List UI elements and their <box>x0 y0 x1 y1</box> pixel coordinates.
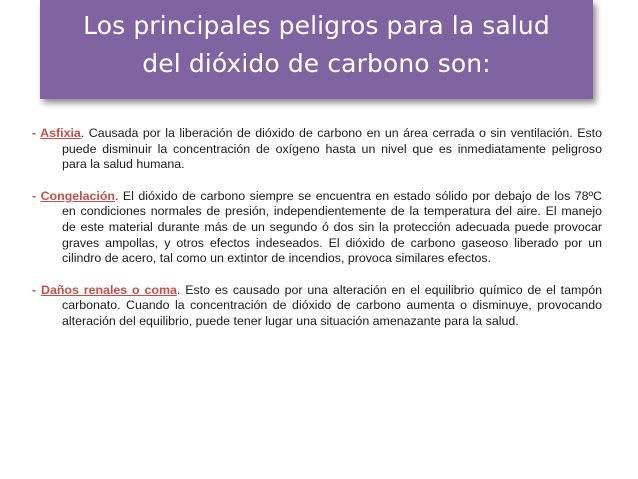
slide-title-line-1: Los principales peligros para la salud <box>83 11 550 40</box>
item-dash: - <box>32 188 41 203</box>
slide-title-line-2: del dióxido de carbono son: <box>142 49 491 78</box>
hazard-term: Congelación <box>40 188 115 203</box>
item-dash: - <box>32 282 42 297</box>
hazard-term: Daños renales o coma <box>41 282 177 297</box>
hazard-term: Asfixia <box>40 126 81 140</box>
hazard-description: . Causada por la liberación de dióxido de carbono en un área cerrada o sin ventilación. Esto puede disminuir la concentración de oxígeno hasta un nivel que es inmediatamente peligroso para la salud humana. <box>62 126 602 172</box>
item-dash: - <box>32 126 41 140</box>
hazard-item-asfixia <box>32 126 602 173</box>
hazard-item-congelacion <box>32 189 602 267</box>
slide-title-box <box>40 0 593 99</box>
hazard-description: . El dióxido de carbono siempre se encuentra en estado sólido por debajo de los 78ºC en condiciones normales de presión, independientemente de la temperatura del aire. El manejo de este material durante más de un segundo ó dos sin la protección adecuada puede provocar graves ampollas, y otros efectos indeseados. El dióxido de carbono gaseoso liberado por un cilindro de acero, tal como un extintor de incendios, provoca similares efectos. <box>62 188 602 266</box>
hazard-item-danos-renales <box>32 283 602 330</box>
hazard-description: . Esto es causado por una alteración en el equilibrio químico de el tampón carbonato. Cuando la concentración de dióxido de carbono aumenta o disminuye, provocando alteración del equilibrio, puede tener lugar una situación amenazante para la salud. <box>62 282 602 328</box>
slide-title <box>40 7 593 83</box>
slide-body <box>32 126 602 346</box>
